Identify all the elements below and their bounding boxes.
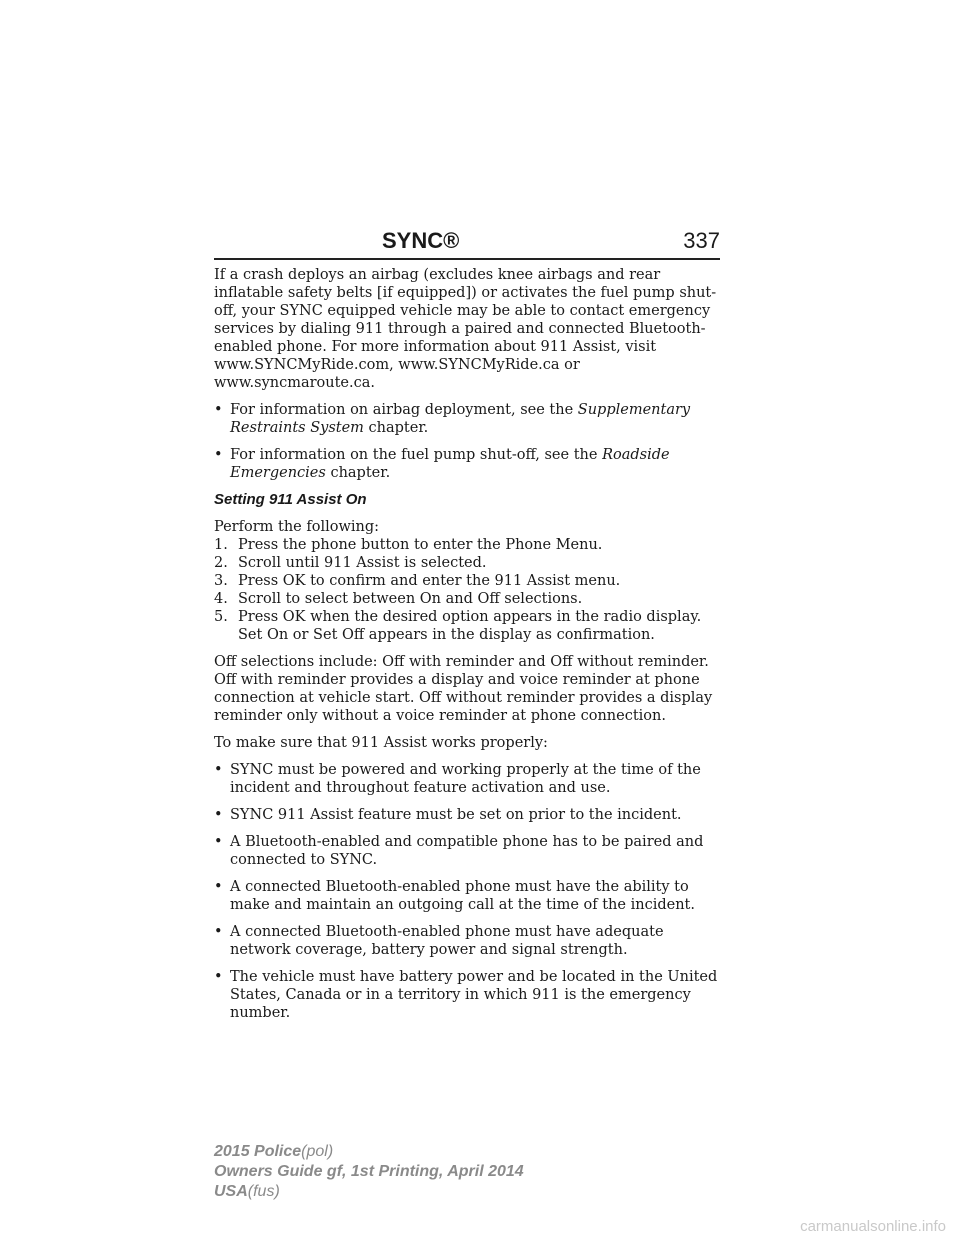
footer-printing: Owners Guide gf, 1st Printing, April 2014: [214, 1163, 524, 1180]
steps-list: [214, 518, 724, 644]
off-selections-paragraph: Off selections include: Off with reminder and Off without reminder. Off with reminder provides a display and voice reminder at phone connection at vehicle start. Off without reminder provides a display reminder only without a voice reminder at phone connection.: [214, 654, 713, 724]
requirement-text: A connected Bluetooth-enabled phone must have the ability to make and maintain an outgoing call at the time of the incident.: [230, 879, 695, 913]
requirement-item: [214, 833, 724, 869]
step-item: [214, 554, 724, 572]
page-footer: [214, 1142, 524, 1202]
reference-text: For information on the fuel pump shut-off, see the: [230, 447, 603, 463]
bullet: •: [214, 807, 223, 823]
reference-text: chapter.: [325, 465, 391, 481]
bullet: •: [214, 402, 223, 418]
requirement-text: A connected Bluetooth-enabled phone must have adequate network coverage, battery power and signal strength.: [230, 924, 664, 958]
requirements-intro: To make sure that 911 Assist works properly:: [214, 735, 548, 751]
footer-market-code: (fus): [247, 1183, 280, 1200]
reference-item: [214, 401, 724, 437]
requirement-item: [214, 968, 724, 1022]
requirement-text: The vehicle must have battery power and be located in the United States, Canada or in a territory in which 911 is the emergency number.: [230, 969, 718, 1021]
chapter-reference: Supplementary Restraints System: [230, 402, 691, 436]
steps-intro: Perform the following:: [214, 519, 380, 535]
chapter-reference: Roadside Emergencies: [230, 447, 670, 481]
requirement-item: [214, 923, 724, 959]
requirement-item: [214, 878, 724, 914]
step-number: 2.: [214, 555, 228, 571]
footer-market: USA: [214, 1183, 248, 1200]
watermark: carmanualsonline.info: [800, 1218, 946, 1235]
requirement-text: A Bluetooth-enabled and compatible phone has to be paired and connected to SYNC.: [230, 834, 704, 868]
step-item: [214, 572, 724, 590]
bullet: •: [214, 924, 223, 940]
reference-text: For information on airbag deployment, see the: [230, 402, 578, 418]
reference-item: [214, 446, 724, 482]
requirement-item: [214, 806, 724, 824]
footer-line-model: [214, 1142, 524, 1162]
requirement-text: SYNC 911 Assist feature must be set on prior to the incident.: [230, 807, 682, 823]
page-content: [214, 266, 724, 1031]
bullet: •: [214, 447, 223, 463]
step-text: Scroll to select between On and Off selections.: [238, 591, 583, 607]
step-text: Press OK to confirm and enter the 911 Assist menu.: [238, 573, 621, 589]
footer-line-market: [214, 1182, 524, 1202]
step-text: Scroll until 911 Assist is selected.: [238, 555, 487, 571]
bullet: •: [214, 762, 223, 778]
reference-text: chapter.: [363, 420, 429, 436]
step-text: Press OK when the desired option appears in the radio display. Set On or Set Off appears in the display as confirmation.: [238, 609, 702, 643]
bullet: •: [214, 879, 223, 895]
page-header: [214, 226, 720, 260]
step-number: 4.: [214, 591, 228, 607]
step-item: [214, 608, 724, 644]
footer-model: 2015 Police: [214, 1143, 302, 1160]
step-item: [214, 590, 724, 608]
intro-paragraph: If a crash deploys an airbag (excludes knee airbags and rear inflatable safety belts [if equipped]) or activates the fuel pump shut-off, your SYNC equipped vehicle may be able to contact emergency services by dialing 911 through a paired and connected Bluetooth-enabled phone. For more information about 911 Assist, visit www.SYNCMyRide.com, www.SYNCMyRide.ca or www.syncmaroute.ca.: [214, 267, 717, 391]
section-heading: Setting 911 Assist On: [214, 491, 367, 508]
bullet: •: [214, 834, 223, 850]
requirement-item: [214, 761, 724, 797]
bullet: •: [214, 969, 223, 985]
step-item: [214, 536, 724, 554]
step-text: Press the phone button to enter the Phone Menu.: [238, 537, 603, 553]
requirement-text: SYNC must be powered and working properly at the time of the incident and throughout feature activation and use.: [230, 762, 701, 796]
step-number: 3.: [214, 573, 228, 589]
step-number: 1.: [214, 537, 228, 553]
footer-model-code: (pol): [301, 1143, 334, 1160]
step-number: 5.: [214, 609, 228, 625]
page-number: 337: [683, 228, 720, 253]
chapter-title: SYNC®: [382, 228, 460, 253]
